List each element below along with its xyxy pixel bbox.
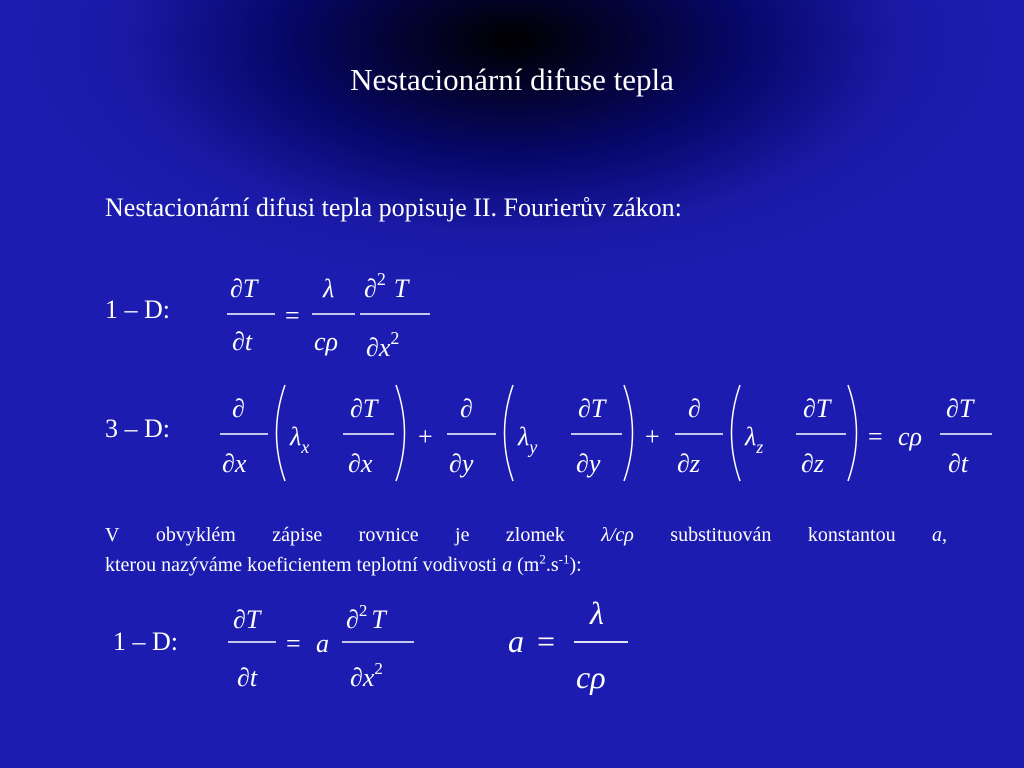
eq2-plus: + <box>645 422 660 451</box>
eq3-dx2: $\partial x^2$ <box>350 659 383 692</box>
eq2-equals-sign: = <box>868 422 883 451</box>
lambda-over-c-rho: λ/cρ <box>601 524 634 546</box>
eq2-lambda-z: $\lambda_z$ <box>745 422 764 457</box>
eq1-equals-sign: = <box>285 301 300 330</box>
eq3-label: 1 – D: <box>113 627 178 656</box>
eq1-lambda: λ <box>323 274 335 303</box>
intro-text: Nestacionární difusi tepla popisuje II. Fourierův zákon: <box>105 193 682 222</box>
eq3-dt: ∂t <box>237 663 258 692</box>
eq2-label: 3 – D: <box>105 414 170 443</box>
eq2-dT: ∂T <box>803 394 831 423</box>
eq3-dT: ∂T <box>233 605 261 634</box>
eq2-dy: ∂y <box>576 449 601 478</box>
eq2-dz: ∂z <box>677 449 700 478</box>
eq1-d2T: ∂$^2$ T <box>364 269 409 303</box>
eq2-partial: ∂ <box>688 394 701 423</box>
eq3-equals-sign: = <box>286 629 301 658</box>
eq2-plus: + <box>418 422 433 451</box>
eq2-lambda-x: $\lambda_x$ <box>290 422 310 457</box>
eq2-lambda-y: $\lambda_y$ <box>518 422 538 457</box>
eq2-dx: ∂x <box>222 449 247 478</box>
eq3-a: a <box>316 629 329 658</box>
eq2-dx: ∂x <box>348 449 373 478</box>
eq2-c-rho: cρ <box>898 422 923 451</box>
eq2-dy: ∂y <box>449 449 474 478</box>
symbol-a: a <box>932 524 942 546</box>
eq4-a: a <box>508 623 524 659</box>
eq2-dT: ∂T <box>578 394 606 423</box>
eq1-c-rho: cρ <box>314 327 339 356</box>
eq1-dx2: $\partial x^2$ <box>366 328 400 362</box>
eq1-dT-dt-denominator: ∂t <box>232 327 253 356</box>
eq2-dz: ∂z <box>801 449 824 478</box>
paragraph-line-1: V obvyklém zápise rovnice je zlomek λ/cρ substituován konstantou a, <box>105 520 947 550</box>
eq2-dT: ∂T <box>350 394 378 423</box>
eq2-partial: ∂ <box>460 394 473 423</box>
eq4-lambda: λ <box>590 595 604 631</box>
paragraph-line-2: kterou nazýváme koeficientem teplotní vodivosti a $(m^2.s^{-1})$: <box>105 551 582 576</box>
eq4-c-rho: cρ <box>576 659 606 695</box>
eq2-dT: ∂T <box>946 394 974 423</box>
eq2-partial: ∂ <box>232 394 245 423</box>
eq1-label: 1 – D: <box>105 295 170 324</box>
eq3-d2T: ∂$^2$ T <box>346 601 386 634</box>
slide-title: Nestacionární difuse tepla <box>350 62 674 97</box>
eq2-dt: ∂t <box>948 449 969 478</box>
eq4-equals-sign: = <box>537 623 556 659</box>
eq1-dT-dt-numerator: ∂T <box>230 274 258 303</box>
